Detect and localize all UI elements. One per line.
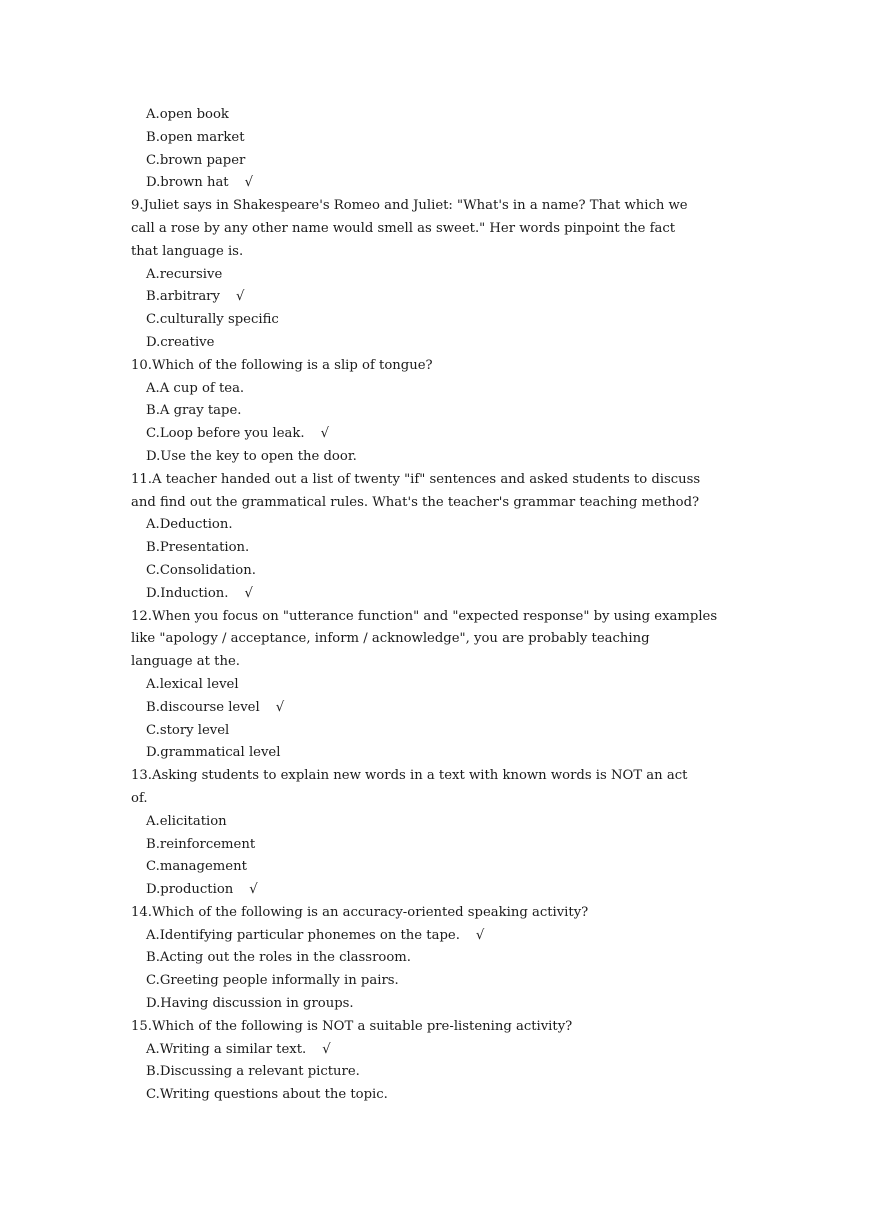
option-text: Acting out the roles in the classroom. [159, 950, 411, 966]
option-letter: A. [146, 517, 160, 533]
correct-answer-checkmark: √ [320, 426, 329, 442]
answer-option [131, 286, 737, 309]
option-letter: D. [146, 175, 161, 191]
question-text: Which of the following is a slip of tongue? [151, 357, 433, 373]
answer-option [131, 309, 737, 332]
option-text: A cup of tea. [159, 380, 245, 396]
correct-answer-checkmark: √ [322, 1041, 331, 1057]
option-letter: A. [146, 676, 160, 692]
question [131, 606, 737, 674]
option-letter: B. [146, 1064, 160, 1080]
question-text: like "apology / acceptance, inform / acknowledge", you are probably teaching [131, 631, 650, 647]
question-text: of. [131, 790, 148, 806]
option-text: Consolidation. [159, 562, 256, 578]
option-text: Presentation. [159, 540, 250, 556]
question-text: Asking students to explain new words in a text with known words is NOT an act [151, 768, 688, 784]
question [131, 355, 737, 378]
option-letter: B. [146, 950, 160, 966]
answer-option [131, 1084, 737, 1107]
question-continuation-line [131, 788, 737, 811]
option-text: Deduction. [159, 517, 233, 533]
answer-option [131, 1061, 737, 1084]
correct-answer-checkmark: √ [249, 882, 258, 898]
option-text: elicitation [159, 813, 227, 829]
option-letter: D. [146, 882, 161, 898]
option-letter: D. [146, 448, 161, 464]
option-letter: C. [146, 152, 160, 168]
option-text: Writing questions about the topic. [159, 1087, 388, 1103]
option-letter: B. [146, 836, 160, 852]
option-letter: B. [146, 540, 160, 556]
answer-option [131, 925, 737, 948]
option-letter: A. [146, 927, 160, 943]
question [131, 902, 737, 925]
answer-option [131, 127, 737, 150]
option-text: reinforcement [159, 836, 256, 852]
option-letter: B. [146, 289, 160, 305]
option-text: culturally specific [159, 312, 279, 328]
question-text: call a rose by any other name would smell as sweet." Her words pinpoint the fact [131, 220, 676, 236]
option-text: discourse level [159, 699, 260, 715]
option-letter: B. [146, 403, 160, 419]
option-text: grammatical level [160, 745, 281, 761]
option-text: creative [160, 334, 215, 350]
option-text: Loop before you leak. [159, 426, 305, 442]
question [131, 1016, 737, 1039]
question-number: 13. [131, 768, 152, 784]
question [131, 765, 737, 811]
answer-option [131, 560, 737, 583]
question-list [131, 104, 737, 1107]
option-letter: B. [146, 129, 160, 145]
option-letter: C. [146, 562, 160, 578]
option-text: arbitrary [159, 289, 220, 305]
question-first-line [131, 195, 737, 218]
question-text: Which of the following is NOT a suitable pre-listening activity? [151, 1018, 573, 1034]
answer-option [131, 264, 737, 287]
correct-answer-checkmark: √ [235, 289, 245, 305]
answer-option [131, 446, 737, 469]
option-text: Having discussion in groups. [160, 996, 354, 1012]
option-letter: C. [146, 1087, 160, 1103]
question-continuation-line [131, 628, 737, 651]
option-letter: C. [146, 722, 160, 738]
answer-option [131, 811, 737, 834]
answer-option [131, 104, 737, 127]
question-continuation-line [131, 492, 737, 515]
question-number: 11. [131, 471, 152, 487]
correct-answer-checkmark: √ [244, 175, 254, 191]
question-number: 15. [131, 1018, 152, 1034]
question-number: 10. [131, 357, 152, 373]
question-first-line [131, 765, 737, 788]
question-continuation-line [131, 241, 737, 264]
answer-option [131, 720, 737, 743]
option-text: recursive [159, 266, 223, 282]
answer-option [131, 537, 737, 560]
question-text: language at the. [131, 654, 240, 670]
option-letter: C. [146, 312, 160, 328]
option-text: Induction. [160, 585, 229, 601]
option-text: Discussing a relevant picture. [159, 1064, 360, 1080]
question-number: 12. [131, 608, 152, 624]
question-first-line [131, 1016, 737, 1039]
answer-option [131, 947, 737, 970]
question-text: Which of the following is an accuracy-oriented speaking activity? [151, 904, 589, 920]
question-first-line [131, 606, 737, 629]
option-letter: A. [146, 107, 160, 122]
question [131, 469, 737, 515]
answer-option [131, 172, 737, 195]
option-letter: B. [146, 699, 160, 715]
answer-option [131, 993, 737, 1016]
answer-option [131, 583, 737, 606]
answer-option [131, 742, 737, 765]
option-text: production [160, 882, 234, 898]
option-text: brown hat [160, 175, 229, 191]
option-text: brown paper [159, 152, 246, 168]
correct-answer-checkmark: √ [475, 927, 485, 943]
answer-option [131, 674, 737, 697]
question-continuation-line [131, 651, 737, 674]
question-text: that language is. [131, 243, 244, 259]
correct-answer-checkmark: √ [275, 699, 285, 715]
option-text: lexical level [159, 676, 239, 692]
option-letter: D. [146, 334, 161, 350]
option-letter: D. [146, 745, 161, 761]
question-number: 14. [131, 904, 152, 920]
option-letter: C. [146, 426, 160, 442]
correct-answer-checkmark: √ [244, 585, 253, 601]
question-text: Juliet says in Shakespeare's Romeo and Juliet: "What's in a name? That which we [143, 198, 688, 214]
option-letter: C. [146, 973, 160, 989]
option-text: story level [159, 722, 230, 738]
answer-option [131, 378, 737, 401]
question-text: When you focus on "utterance function" and "expected response" by using examples [151, 608, 718, 624]
option-text: Greeting people informally in pairs. [159, 973, 399, 989]
answer-option [131, 879, 737, 902]
option-text: Use the key to open the door. [160, 448, 357, 464]
answer-option [131, 400, 737, 423]
question-text: A teacher handed out a list of twenty "if" sentences and asked students to discuss [151, 471, 701, 487]
option-text: A gray tape. [159, 403, 242, 419]
option-letter: C. [146, 859, 160, 875]
answer-option [131, 697, 737, 720]
question-continuation-line [131, 218, 737, 241]
answer-option [131, 150, 737, 173]
answer-option [131, 332, 737, 355]
option-text: open book [159, 107, 229, 122]
option-letter: A. [146, 813, 160, 829]
option-letter: A. [146, 266, 160, 282]
answer-option [131, 514, 737, 537]
question-text: and find out the grammatical rules. What's the teacher's grammar teaching method? [131, 494, 700, 510]
option-letter: A. [146, 1041, 160, 1057]
answer-option [131, 834, 737, 857]
question-first-line [131, 469, 737, 492]
option-text: management [159, 859, 247, 875]
option-letter: D. [146, 996, 161, 1012]
answer-option [131, 1039, 737, 1062]
option-text: Writing a similar text. [159, 1041, 307, 1057]
option-text: Identifying particular phonemes on the tape. [159, 927, 460, 943]
question-number: 9. [131, 198, 144, 214]
option-letter: D. [146, 585, 161, 601]
answer-option [131, 970, 737, 993]
option-text: open market [159, 129, 245, 145]
answer-option [131, 856, 737, 879]
question-first-line [131, 902, 737, 925]
answer-option [131, 423, 737, 446]
question-first-line [131, 355, 737, 378]
question [131, 195, 737, 263]
option-letter: A. [146, 380, 160, 396]
